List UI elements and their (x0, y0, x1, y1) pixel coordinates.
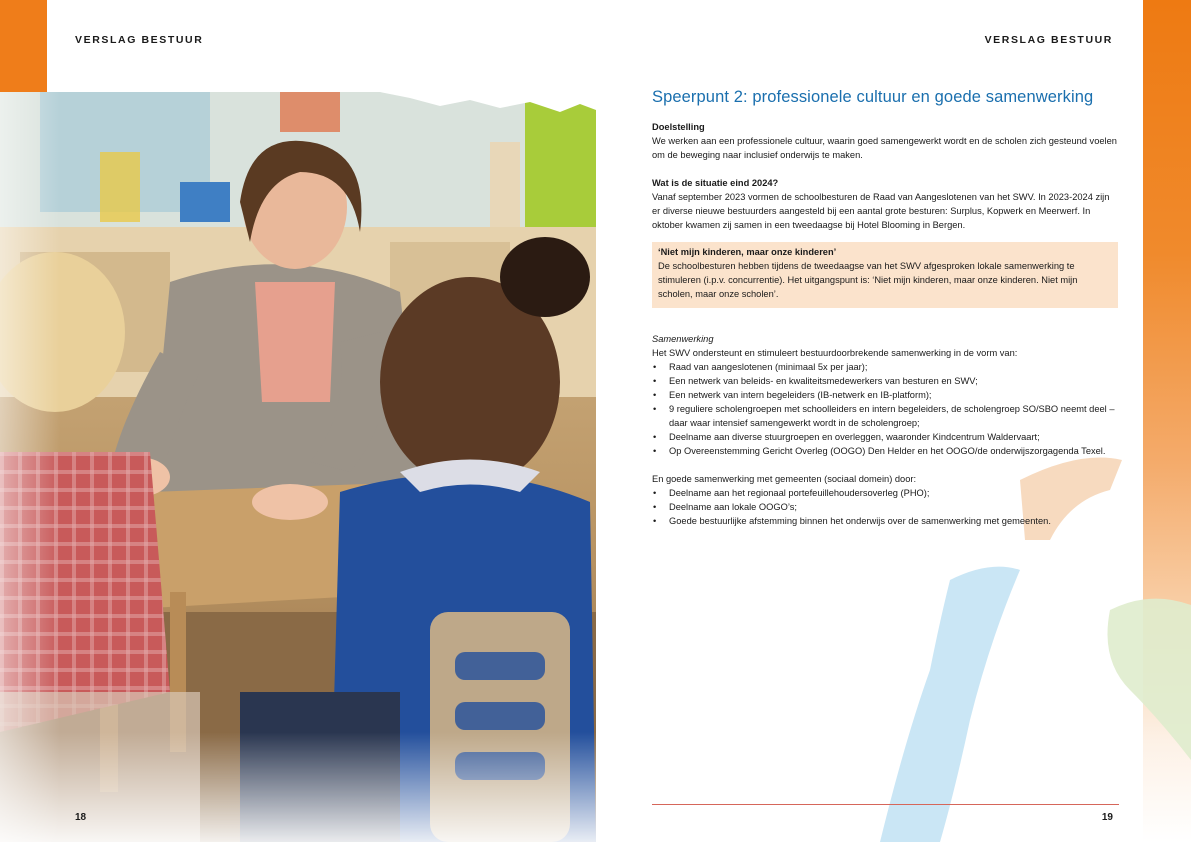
list-item: • Raad van aangeslotenen (minimaal 5x per jaar); (652, 360, 1120, 374)
list-item: • Een netwerk van intern begeleiders (IB-netwerk en IB-platform); (652, 388, 1120, 402)
footer-rule (652, 804, 1119, 805)
orange-corner-bar (0, 0, 47, 92)
doelstelling-heading: Doelstelling (652, 122, 705, 132)
classroom-photo (0, 92, 596, 842)
article-content (652, 90, 1120, 528)
classroom-illustration (0, 92, 596, 842)
situatie-text: Vanaf september 2023 vormen de schoolbesturen de Raad van Aangeslotenen van het SWV. In 2023-2024 zijn er diverse nieuwe bestuurders aangesteld bij een aantal grote besturen: Surplus, Kopwerk en Meerwerf. In oktober kwamen zij samen in een tweedaagse bij Hotel Blooming in Bergen. (652, 192, 1110, 230)
doelstelling-text: We werken aan een professionele cultuur, waarin goed samengewerkt wordt en de scholen zich gesteund voelen om de beweging naar inclusief onderwijs te maken. (652, 136, 1117, 160)
running-title-right: VERSLAG BESTUUR (984, 34, 1113, 46)
samenwerking-heading: Samenwerking (652, 334, 714, 344)
running-title-left: VERSLAG BESTUUR (75, 34, 204, 46)
list-item: • Een netwerk van beleids- en kwaliteitsmedewerkers van besturen en SWV; (652, 374, 1120, 388)
list-item: • Deelname aan lokale OOGO’s; (652, 500, 1120, 514)
gemeenten-list (652, 486, 1120, 528)
article-title: Speerpunt 2: professionele cultuur en goede samenwerking (652, 88, 1094, 106)
page-number-right: 19 (1101, 812, 1113, 823)
quote-text: De schoolbesturen hebben tijdens de tweedaagse van het SWV afgesproken lokale samenwerking te stimuleren (i.p.v. concurrentie). Het uitgangspunt is: ‘Niet mijn kinderen, maar onze kinderen. Niet mijn scholen, maar onze scholen’. (658, 261, 1078, 299)
situatie-heading: Wat is de situatie eind 2024? (652, 178, 779, 188)
samenwerking-list (652, 360, 1120, 458)
list-item: • Deelname aan het regionaal portefeuillehoudersoverleg (PHO); (652, 486, 1120, 500)
list-item: • Goede bestuurlijke afstemming binnen het onderwijs over de samenwerking met gemeenten. (652, 514, 1120, 528)
quote-box (652, 242, 1118, 308)
gemeenten-intro: En goede samenwerking met gemeenten (sociaal domein) door: (652, 474, 917, 484)
list-item: • Op Overeenstemming Gericht Overleg (OOGO) Den Helder en het OOGO/de onderwijszorgagenda Texel. (652, 444, 1120, 458)
samenwerking-intro: Het SWV ondersteunt en stimuleert bestuurdoorbrekende samenwerking in de vorm van: (652, 348, 1018, 358)
quote-heading: ‘Niet mijn kinderen, maar onze kinderen’ (658, 247, 837, 257)
list-item: • Deelname aan diverse stuurgroepen en overleggen, waaronder Kindcentrum Waldervaart; (652, 430, 1120, 444)
page-number-left: 18 (75, 812, 87, 823)
list-item: • 9 reguliere scholengroepen met schoolleiders en intern begeleiders, de scholengroep SO/SBO neemt deel – daar waar intensief samengewerkt wordt in de scholengroep; (652, 402, 1120, 430)
